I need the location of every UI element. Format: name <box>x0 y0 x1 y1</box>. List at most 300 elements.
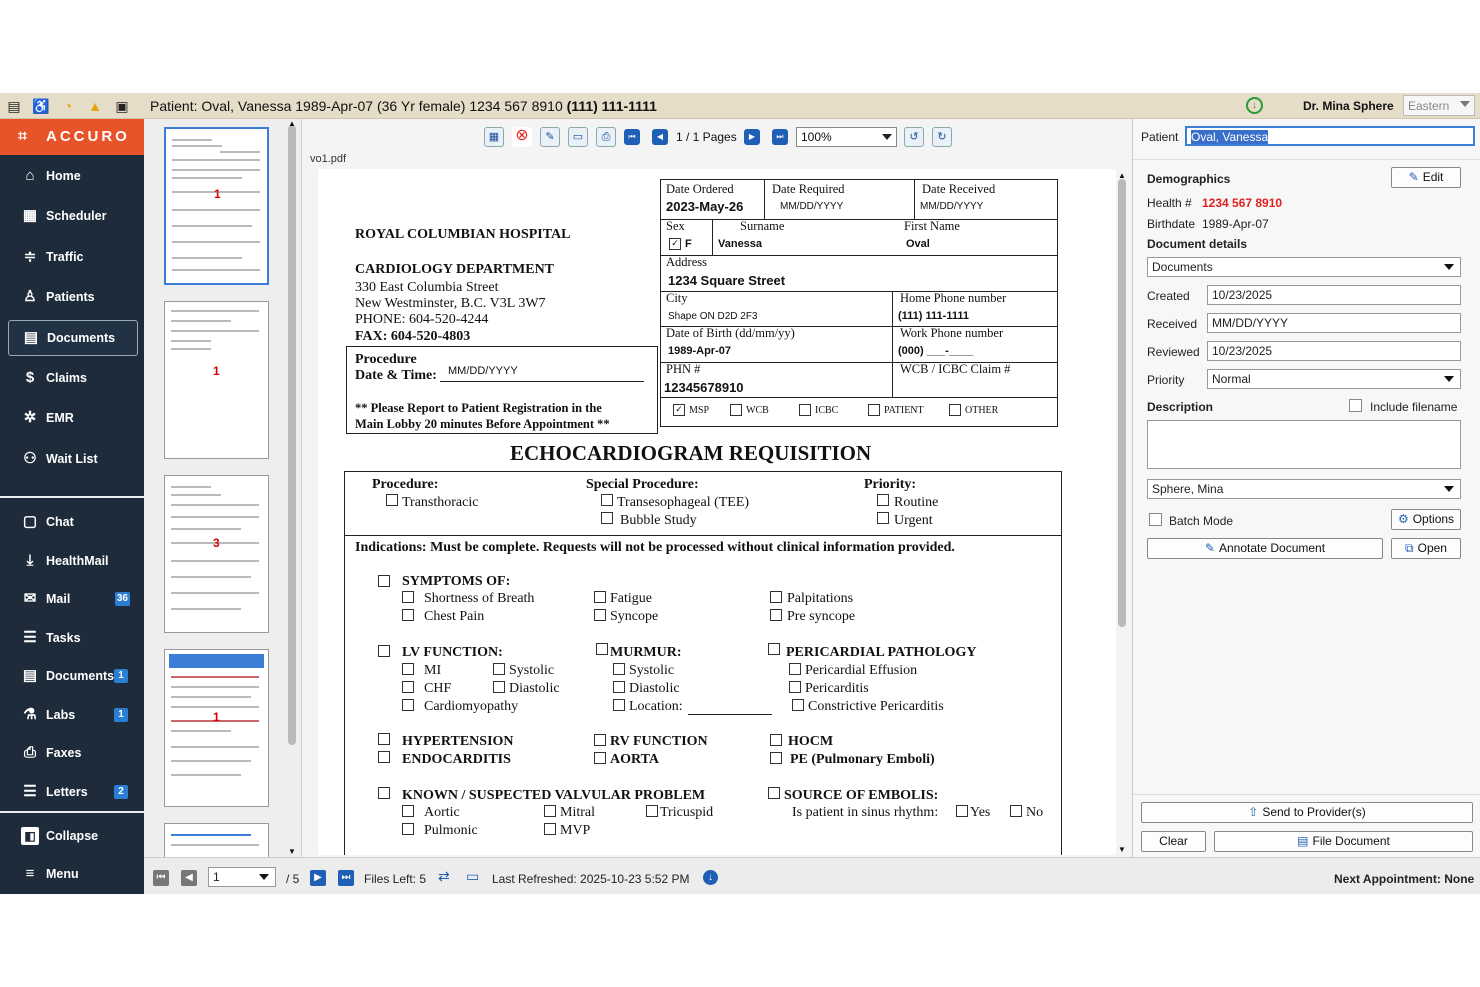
hearing-icon[interactable]: ◔ <box>63 98 73 114</box>
hospital-name: ROYAL COLUMBIAN HOSPITAL <box>355 227 571 242</box>
payer-option: PATIENT <box>884 405 924 416</box>
sidebar-item-chat[interactable] <box>8 505 138 539</box>
sidebar-item-home[interactable] <box>8 159 138 193</box>
address-value: 1234 Square Street <box>668 273 786 288</box>
patient-summary: Patient: Oval, Vanessa 1989-Apr-07 (36 Yr female) 1234 567 8910 <box>150 98 563 114</box>
home-phone-value: (111) 111-1111 <box>898 310 969 322</box>
checkbox <box>770 609 782 621</box>
option-label: MVP <box>560 823 591 838</box>
hamburger-icon: ≡ <box>25 865 35 882</box>
annotate-document-button[interactable] <box>1147 538 1383 559</box>
provider-select[interactable] <box>1147 479 1461 499</box>
sidebar-item-tasks[interactable] <box>8 621 138 655</box>
received-date-input[interactable] <box>1207 313 1461 333</box>
checkbox <box>770 734 782 746</box>
file-page-select[interactable] <box>208 867 276 887</box>
viewer-toolbar <box>302 119 1132 153</box>
thumbnail-4[interactable] <box>164 649 269 807</box>
archive-icon[interactable]: ▤ <box>7 98 21 114</box>
scroll-down-icon[interactable]: ▼ <box>288 847 296 856</box>
include-filename-label: Include filename <box>1370 400 1458 414</box>
address-label: Address <box>666 255 707 269</box>
calendar-icon: ▦ <box>22 207 38 224</box>
zoom-value: 100% <box>801 130 832 144</box>
option-label: Transthoracic <box>402 495 479 510</box>
sex-value: F <box>685 238 692 250</box>
checkbox <box>768 643 780 655</box>
checkbox <box>386 494 398 506</box>
procedure-heading: Procedure: <box>372 477 439 492</box>
download-icon[interactable]: ↓ <box>703 870 718 885</box>
open-label: Open <box>1417 541 1447 555</box>
checkbox <box>594 734 606 746</box>
mail-icon: ✉ <box>23 590 37 607</box>
sidebar-item-claims[interactable] <box>8 361 138 395</box>
file-document-label: File Document <box>1312 834 1390 848</box>
sidebar-item-label: HealthMail <box>46 554 109 568</box>
special-procedure-heading: Special Procedure: <box>586 477 699 492</box>
msp-checkbox: ✓ <box>673 404 685 416</box>
letter-icon: ☰ <box>23 783 37 800</box>
checkbox <box>646 805 658 817</box>
option-label: Fatigue <box>610 591 652 606</box>
option-label: Tricuspid <box>660 805 714 820</box>
thumbnail-page-count: 1 <box>214 187 221 201</box>
batch-mode-checkbox[interactable] <box>1149 513 1162 526</box>
sidebar-item-faxes[interactable] <box>8 736 138 770</box>
option-label: Aortic <box>424 805 460 820</box>
work-phone-label: Work Phone number <box>900 326 1004 340</box>
checkbox <box>493 663 505 675</box>
page-thumbnails[interactable] <box>144 119 302 857</box>
date-required-value: MM/DD/YYYY <box>780 201 844 212</box>
option-label: Routine <box>894 495 939 510</box>
option-label: Diastolic <box>509 681 560 696</box>
datetime-value: MM/DD/YYYY <box>448 365 518 377</box>
option-label: No <box>1026 805 1044 820</box>
sidebar-divider <box>0 811 144 813</box>
files-left: Files Left: 5 <box>364 872 427 886</box>
checkbox <box>770 752 782 764</box>
checkbox <box>594 591 606 603</box>
sidebar-divider <box>0 496 144 498</box>
sidebar-item-scheduler[interactable] <box>8 199 138 233</box>
first-file-icon[interactable]: ⏮ <box>153 870 169 886</box>
notice-line: Main Lobby 20 minutes Before Appointment ** <box>355 417 610 431</box>
chat-icon: ▢ <box>22 513 38 530</box>
menu-button[interactable] <box>8 857 138 891</box>
section-heading: LV FUNCTION: <box>402 645 503 660</box>
option-label: Urgent <box>894 513 933 528</box>
sidebar-item-label: Wait List <box>46 452 98 466</box>
option-label: Pre syncope <box>787 609 856 624</box>
thumbnail-5[interactable] <box>164 823 269 857</box>
options-label: Options <box>1412 512 1455 526</box>
logo-text: ACCURO <box>46 128 130 145</box>
pencil-icon: ✎ <box>1408 170 1419 184</box>
patient-phone: (111) 111-1111 <box>566 98 657 114</box>
option-label: Mitral <box>560 805 595 820</box>
surname-label: Surname <box>740 219 785 233</box>
file-icon: ▤ <box>1297 834 1309 848</box>
chevron-down-icon <box>1460 101 1470 107</box>
scroll-up-icon[interactable]: ▲ <box>1118 171 1126 180</box>
patient-title <box>150 98 657 114</box>
checkbox <box>378 751 390 763</box>
document-details-heading: Document details <box>1147 237 1248 251</box>
description-label: Description <box>1147 400 1214 414</box>
created-value: 10/23/2025 <box>1212 288 1273 302</box>
checkbox <box>402 699 414 711</box>
clear-label: Clear <box>1159 834 1188 848</box>
letters-count-badge: 2 <box>114 785 128 799</box>
traffic-icon: ≑ <box>23 248 37 265</box>
option-label: Transesophageal (TEE) <box>617 495 750 510</box>
checkbox <box>544 823 556 835</box>
option-label: Constrictive Pericarditis <box>808 699 944 714</box>
checkbox <box>601 494 613 506</box>
thumbnail-3[interactable] <box>164 475 269 633</box>
wcb-claim-label: WCB / ICBC Claim # <box>900 362 1011 376</box>
collapse-icon: ◧ <box>21 827 39 845</box>
birthdate-value: 1989-Apr-07 <box>1202 217 1269 231</box>
section-heading: PE (Pulmonary Emboli) <box>790 752 935 767</box>
checkbox <box>770 591 782 603</box>
send-to-provider-button[interactable] <box>1141 802 1473 823</box>
phn-label: PHN # <box>666 362 701 376</box>
sidebar-item-wait-list[interactable] <box>8 442 138 476</box>
sidebar-item-label: Tasks <box>46 631 81 645</box>
checkbox <box>378 645 390 657</box>
folder-icon[interactable]: ▭ <box>466 868 480 884</box>
sidebar-item-label: EMR <box>46 411 74 425</box>
option-label: Bubble Study <box>620 513 697 528</box>
accuro-logo <box>0 119 144 155</box>
rotate-left-icon[interactable]: ↺ <box>904 127 924 147</box>
documents-count-badge: 1 <box>114 669 128 683</box>
sidebar-item-documents[interactable] <box>8 320 138 356</box>
payer-option: OTHER <box>965 405 999 416</box>
sidebar-item-letters[interactable] <box>8 775 138 809</box>
sidebar-item-label: Labs <box>46 708 76 722</box>
patient-field-label: Patient <box>1141 130 1179 144</box>
chevron-down-icon <box>882 134 892 140</box>
edit-button[interactable] <box>1391 167 1461 188</box>
thumbnail-1[interactable] <box>164 127 269 285</box>
checkbox <box>768 787 780 799</box>
document-type-value: Documents <box>1152 260 1213 274</box>
priority-label: Priority <box>1147 373 1185 387</box>
scroll-down-icon[interactable]: ▼ <box>1118 845 1126 854</box>
doctor-name[interactable]: Dr. Mina Sphere <box>1303 99 1394 113</box>
sidebar-item-mail[interactable] <box>8 582 138 616</box>
page-indicator: 1 / 1 Pages <box>676 130 737 144</box>
section-heading: RV FUNCTION <box>610 734 708 749</box>
procedure-label: Procedure <box>355 352 417 367</box>
checkbox <box>594 609 606 621</box>
file-total: / 5 <box>286 872 300 886</box>
reviewed-label: Reviewed <box>1147 345 1200 359</box>
chevron-down-icon <box>1444 264 1454 270</box>
sidebar-item-label: Home <box>46 169 81 183</box>
section-heading: SOURCE OF EMBOLIS: <box>784 788 939 803</box>
date-ordered-value: 2023-May-26 <box>666 199 744 214</box>
phone-line: PHONE: 604-520-4244 <box>355 312 489 327</box>
chevron-down-icon <box>1444 376 1454 382</box>
option-label: MI <box>424 663 442 678</box>
checkbox <box>402 681 414 693</box>
health-number-value: 1234 567 8910 <box>1202 196 1283 210</box>
section-heading: SYMPTOMS OF: <box>402 574 511 589</box>
prev-page-icon[interactable]: ◀ <box>652 129 668 145</box>
thumbnail-page-count: 1 <box>213 364 220 378</box>
file-name: vo1.pdf <box>310 153 347 165</box>
sex-checkbox: ✓ <box>669 238 681 250</box>
option-label: Pulmonic <box>424 823 478 838</box>
section-heading: PERICARDIAL PATHOLOGY <box>786 645 977 660</box>
other-pay-checkbox <box>949 404 961 416</box>
address-line: 330 East Columbia Street <box>355 280 499 295</box>
group-icon: ⚇ <box>23 450 37 467</box>
emr-icon: ✲ <box>23 409 37 426</box>
sidebar-item-label: Chat <box>46 515 74 529</box>
external-link-icon: ⧉ <box>1405 541 1414 555</box>
checkbox <box>792 699 804 711</box>
thumbnails-toggle-icon[interactable]: ▦ <box>484 127 504 147</box>
patient-input-value: Oval, Vanessa <box>1191 130 1269 144</box>
option-label: Pericarditis <box>805 681 869 696</box>
demographics-heading: Demographics <box>1147 172 1231 186</box>
batch-mode-label: Batch Mode <box>1169 514 1234 528</box>
clipboard-icon[interactable]: ▣ <box>115 98 129 114</box>
bottom-bar <box>144 857 1480 894</box>
city-label: City <box>666 291 688 305</box>
description-textarea[interactable] <box>1147 420 1461 469</box>
datetime-label: Date & Time: <box>355 368 437 383</box>
logo-mark-icon: ⌗ <box>18 128 28 145</box>
next-file-icon[interactable]: ▶ <box>310 870 326 886</box>
home-icon: ⌂ <box>25 167 35 184</box>
sidebar-item-label: Traffic <box>46 250 84 264</box>
thumbnail-page-count: 3 <box>213 536 220 550</box>
sidebar <box>0 119 144 894</box>
chevron-down-icon <box>259 874 269 880</box>
section-heading: MURMUR: <box>610 645 682 660</box>
option-label: Palpitations <box>787 591 854 606</box>
upload-icon: ⇧ <box>1248 805 1259 819</box>
sync-icon[interactable]: ⇄ <box>438 868 450 884</box>
section-heading: ENDOCARDITIS <box>402 752 511 767</box>
edit-pencil-icon[interactable]: ✎ <box>540 127 560 147</box>
indications-text: Indications: Must be complete. Requests will not be processed without clinical information provided. <box>355 540 955 555</box>
patient-bar <box>0 93 1480 119</box>
checkbox <box>402 663 414 675</box>
sidebar-item-label: Documents <box>47 331 116 345</box>
birthdate-label: Birthdate <box>1147 217 1196 231</box>
pen-icon: ✎ <box>1204 541 1215 555</box>
payer-option: WCB <box>746 405 769 416</box>
document-viewer <box>302 119 1132 857</box>
menu-label: Menu <box>46 867 79 881</box>
thumbnail-scrollbar[interactable] <box>288 125 296 745</box>
option-label: Syncope <box>610 609 659 624</box>
rotate-right-icon[interactable]: ↻ <box>932 127 952 147</box>
download-status-icon[interactable]: ↓ <box>1246 97 1263 114</box>
tasks-icon: ☰ <box>23 629 37 646</box>
mail-count-badge: 36 <box>116 593 128 604</box>
sidebar-item-healthmail[interactable] <box>8 544 138 578</box>
document-type-select[interactable] <box>1147 257 1461 277</box>
sidebar-item-label: Documents <box>46 669 115 683</box>
wcb-checkbox <box>730 404 742 416</box>
checkbox <box>402 591 414 603</box>
date-ordered-label: Date Ordered <box>666 182 734 196</box>
option-label: Is patient in sinus rhythm: <box>792 805 939 820</box>
wheelchair-icon[interactable]: ♿ <box>32 98 50 114</box>
last-refreshed: Last Refreshed: 2025-10-23 5:52 PM <box>492 872 690 886</box>
sidebar-item-label: Claims <box>46 371 87 385</box>
next-page-icon[interactable]: ▶ <box>744 129 760 145</box>
dollar-icon: $ <box>25 369 35 386</box>
section-heading: KNOWN / SUSPECTED VALVULAR PROBLEM <box>402 788 706 803</box>
include-filename-checkbox[interactable] <box>1349 399 1362 412</box>
fax-line: FAX: 604-520-4803 <box>355 329 471 344</box>
sidebar-item-emr[interactable] <box>8 401 138 435</box>
document-details-panel <box>1132 119 1480 857</box>
checkbox <box>613 681 625 693</box>
last-file-icon[interactable]: ⏭ <box>338 870 354 886</box>
checkbox <box>402 805 414 817</box>
phn-value: 12345678910 <box>664 380 744 395</box>
zoom-select[interactable] <box>796 127 897 147</box>
checkbox <box>601 512 613 524</box>
reviewed-value: 10/23/2025 <box>1212 344 1273 358</box>
option-label: CHF <box>424 681 452 696</box>
created-date-input[interactable] <box>1207 285 1461 305</box>
file-document-button[interactable] <box>1214 831 1473 852</box>
document-icon: ▤ <box>23 329 39 346</box>
options-button[interactable] <box>1391 509 1461 530</box>
thumbnail-2[interactable] <box>164 301 269 459</box>
sidebar-item-label: Patients <box>46 290 95 304</box>
date-required-label: Date Required <box>772 182 845 196</box>
sex-label: Sex <box>666 219 685 233</box>
icbc-checkbox <box>799 404 811 416</box>
labs-count-badge: 1 <box>114 708 128 722</box>
created-label: Created <box>1147 289 1190 303</box>
checkbox <box>544 805 556 817</box>
patient-pay-checkbox <box>868 404 880 416</box>
section-heading: HOCM <box>788 734 834 749</box>
scan-icon[interactable]: ▭ <box>568 127 588 147</box>
sidebar-item-label: Faxes <box>46 746 82 760</box>
checkbox <box>613 699 625 711</box>
app-window <box>0 93 1480 894</box>
annotate-label: Annotate Document <box>1218 541 1326 555</box>
sidebar-item-traffic[interactable] <box>8 240 138 274</box>
date-received-label: Date Received <box>922 182 996 196</box>
notice-line: ** Please Report to Patient Registration in the <box>355 401 602 415</box>
payer-option: MSP <box>689 405 710 416</box>
sidebar-item-patients[interactable] <box>8 280 138 314</box>
scroll-up-icon[interactable]: ▲ <box>288 119 296 128</box>
checkbox <box>378 787 390 799</box>
sidebar-item-label: Letters <box>46 785 88 799</box>
provider-value: Sphere, Mina <box>1152 482 1224 496</box>
inbox-icon: ⤓ <box>26 552 34 569</box>
checkbox <box>789 681 801 693</box>
checkbox <box>402 823 414 835</box>
patient-search-input[interactable] <box>1185 126 1475 146</box>
received-value: MM/DD/YYYY <box>1212 316 1289 330</box>
collapse-label: Collapse <box>46 829 99 843</box>
reviewed-date-input[interactable] <box>1207 341 1461 361</box>
address-line: New Westminster, B.C. V3L 3W7 <box>355 296 546 311</box>
checkbox <box>596 643 608 655</box>
print-icon[interactable]: ⎙ <box>596 127 616 147</box>
first-name-label: First Name <box>904 219 960 233</box>
clear-button[interactable] <box>1141 831 1206 852</box>
fax-icon: ⎙ <box>23 744 36 761</box>
collapse-button[interactable] <box>8 819 138 853</box>
dob-label: Date of Birth (dd/mm/yy) <box>666 326 795 340</box>
checkbox <box>1010 805 1022 817</box>
open-button[interactable] <box>1391 538 1461 559</box>
timezone-value: Eastern <box>1408 99 1450 113</box>
checkbox <box>877 512 889 524</box>
chevron-down-icon <box>1444 486 1454 492</box>
checkbox <box>378 575 390 587</box>
home-phone-label: Home Phone number <box>900 291 1007 305</box>
option-label: Location: <box>629 699 683 714</box>
sidebar-item-labs[interactable] <box>8 698 138 732</box>
requisition-title: ECHOCARDIOGRAM REQUISITION <box>510 441 872 465</box>
work-phone-value: (000) ___-____ <box>898 345 974 357</box>
delete-icon[interactable]: ⊗ <box>512 127 532 147</box>
health-number-label: Health # <box>1147 196 1192 210</box>
received-label: Received <box>1147 317 1198 331</box>
sidebar-item-documents-inbox[interactable] <box>8 659 138 693</box>
checkbox <box>789 663 801 675</box>
first-page-icon[interactable]: ⏮ <box>624 129 640 145</box>
sidebar-item-label: Scheduler <box>46 209 107 223</box>
gear-icon: ⚙ <box>1397 512 1409 526</box>
department-name: CARDIOLOGY DEPARTMENT <box>355 262 555 277</box>
last-page-icon[interactable]: ⏭ <box>772 129 788 145</box>
option-label: Systolic <box>629 663 675 678</box>
date-received-value: MM/DD/YYYY <box>920 201 984 212</box>
option-label: Chest Pain <box>424 609 485 624</box>
prev-file-icon[interactable]: ◀ <box>181 870 197 886</box>
option-label: Systolic <box>509 663 555 678</box>
checkbox <box>877 494 889 506</box>
warning-icon[interactable]: ▲ <box>88 98 102 114</box>
send-label: Send to Provider(s) <box>1262 805 1366 819</box>
person-icon: ♙ <box>23 288 37 305</box>
priority-select[interactable] <box>1207 369 1461 389</box>
option-label: Yes <box>970 805 991 820</box>
priority-value: Normal <box>1212 372 1251 386</box>
file-page-value: 1 <box>213 870 220 884</box>
option-label: Shortness of Breath <box>424 591 535 606</box>
document-icon: ▤ <box>22 667 38 684</box>
option-label: Cardiomyopathy <box>424 699 519 714</box>
payer-option: ICBC <box>815 405 839 416</box>
sidebar-item-label: Mail <box>46 592 71 606</box>
viewer-scrollbar[interactable] <box>1118 179 1126 627</box>
timezone-select[interactable] <box>1403 95 1475 116</box>
checkbox <box>613 663 625 675</box>
